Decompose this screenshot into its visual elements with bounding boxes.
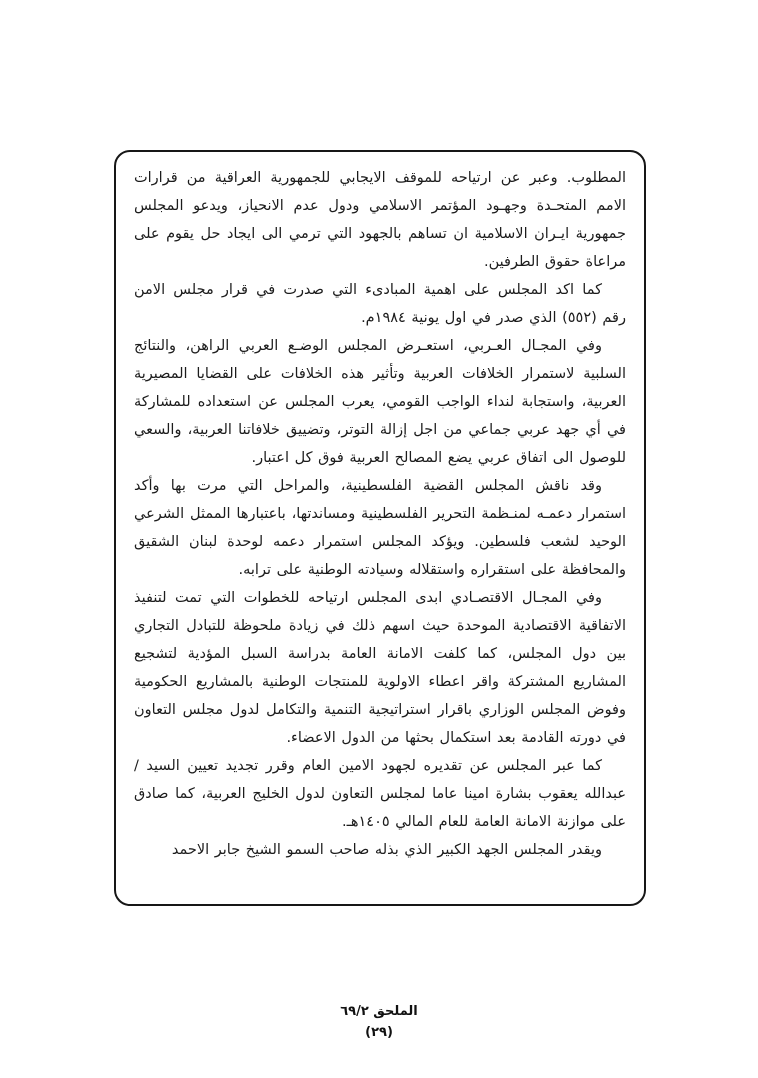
- page-number: (٢٩): [365, 1025, 393, 1040]
- page-footer: [0, 1002, 758, 1044]
- paragraph-closing: ويقدر المجلس الجهد الكبير الذي بذله صاحب السمو الشيخ جابر الاحمد: [171, 842, 602, 858]
- appendix-label: الملحق ٦٩/٢: [340, 1004, 418, 1019]
- paragraph-arab-affairs: وفي المجـال العـربي، استعـرض المجلس الوضـع العربي الراهن، والنتائج السلبية لاستمرار الخلافات العربية وتأثير هذه الخلافات على القضايا المصيرية العربية، واستجابة لنداء الواجب القومي، يعرب المجلس عن استعداده للمشاركة في أي جهد عربي جماعي من اجل إزالة التوتر، وتضييق خلافاتنا العربية، والسعي للوصول الى اتفاق عربي يضع المصالح العربية فوق كل اعتبار.: [134, 338, 626, 466]
- paragraph-continuation: المطلوب. وعبر عن ارتياحه للموقف الايجابي للجمهورية العراقية من قرارات الامم المتحـدة وجهـود المؤتمر الاسلامي ودول عدم الانحياز، ويدعو المجلس جمهورية ايـران الاسلامية ان تساهم بالجهود التي ترمي الى ايجاد حل يقوم على مراعاة حقوق الطرفين.: [134, 170, 626, 270]
- paragraph-economic-affairs: وفي المجـال الاقتصـادي ابدى المجلس ارتياحه للخطوات التي تمت لتنفيذ الاتفاقية الاقتصادية الموحدة حيث اسهم ذلك في زيادة ملحوظة للتبادل التجاري بين دول المجلس، كما كلفت الامانة العامة بدراسة السبل المؤدية لتشجيع المشاريع المشتركة واقر اعطاء الاولوية للمنتجات الوطنية بالمشاريع الحكومية وفوض المجلس الوزاري باقرار استراتيجية التنمية والتكامل لدول مجلس التعاون في دورته القادمة بعد استكمال بحثها من الدول الاعضاء.: [134, 590, 626, 746]
- bordered-text-frame: [114, 150, 646, 906]
- paragraph-security-council: كما اكد المجلس على اهمية المبادىء التي صدرت في قرار مجلس الامن رقم (٥٥٢) الذي صدر في اول يونية ١٩٨٤م.: [134, 282, 626, 326]
- paragraph-secretary-general: كما عبر المجلس عن تقديره لجهود الامين العام وقرر تجديد تعيين السيد / عبدالله يعقوب بشارة امينا عاما لمجلس التعاون لدول الخليج العربية، كما صادق على موازنة الامانة العامة للعام المالي ١٤٠٥هـ.: [134, 758, 626, 830]
- paragraph-palestine-lebanon: وقد ناقش المجلس القضية الفلسطينية، والمراحل التي مرت بها وأكد استمرار دعمـه لمنـظمة التحرير الفلسطينية ومساندتها، باعتبارها الممثل الشرعي الوحيد لشعب فلسطين. ويؤكد المجلس استمرار دعمه لوحدة لبنان الشقيق والمحافظة على استقراره واستقلاله وسيادته الوطنية على ترابه.: [134, 478, 626, 578]
